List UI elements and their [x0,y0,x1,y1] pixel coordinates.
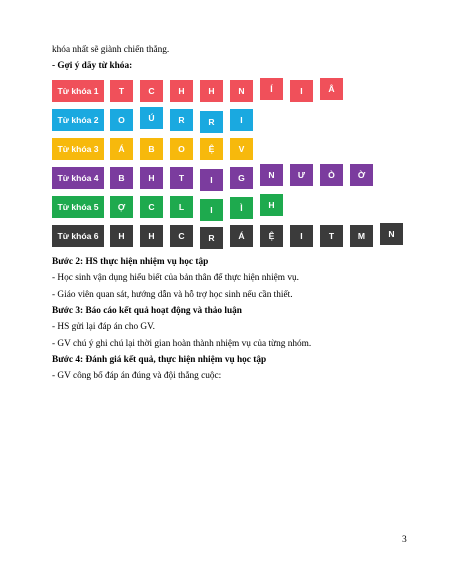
letter-tile: T [170,167,193,189]
letter-tile: Ò [320,164,343,186]
letter-tile: I [230,109,253,131]
letter-tile: T [320,225,343,247]
intro-line: khóa nhất sẽ giành chiến thắng. [52,45,170,55]
letter-tile: I [200,169,223,191]
letter-tile: M [350,225,373,247]
letter-tile: T [110,80,133,102]
letter-tile: O [170,138,193,160]
letter-tile: H [170,80,193,102]
letter-tile: I [290,225,313,247]
step3-line-1: - HS gửi lại đáp án cho GV. [52,322,155,332]
letter-tile: B [140,138,163,160]
letter-tile: Á [230,225,253,247]
letter-tile: Ờ [350,164,373,186]
step3-heading: Bước 3: Báo cáo kết quả hoạt động và thảo luận [52,306,242,316]
keyword-label: Từ khóa 5 [52,196,104,218]
step3-line-2: - GV chú ý ghi chú lại thời gian hoàn thành nhiệm vụ của từng nhóm. [52,339,312,349]
step4-line-1: - GV công bố đáp án đúng và đội thắng cuộc: [52,371,222,381]
step2-line-2: - Giáo viên quan sát, hướng dẫn và hỗ trợ học sinh nếu cần thiết. [52,290,293,300]
letter-tile: R [200,227,223,249]
letter-tile: H [140,225,163,247]
step2-line-1: - Học sinh vận dụng hiểu biết của bản thân để thực hiện nhiệm vụ. [52,273,299,283]
letter-tile: V [230,138,253,160]
page-number: 3 [402,535,407,545]
hint-heading: - Gợi ý dãy từ khóa: [52,61,133,71]
keyword-label: Từ khóa 6 [52,225,104,247]
letter-tile: Ư [290,164,313,186]
letter-tile: C [140,80,163,102]
letter-tile: I [200,199,223,221]
letter-tile: H [140,167,163,189]
letter-tile: C [140,196,163,218]
keyword-label: Từ khóa 4 [52,167,104,189]
letter-tile: G [230,167,253,189]
letter-tile: I [290,80,313,102]
letter-tile: H [110,225,133,247]
letter-tile: H [200,80,223,102]
step2-heading: Bước 2: HS thực hiện nhiệm vụ học tập [52,257,209,267]
letter-tile: Ệ [260,225,283,247]
keyword-label: Từ khóa 2 [52,109,104,131]
letter-tile: Á [110,138,133,160]
letter-tile: C [170,225,193,247]
letter-tile: R [200,111,223,133]
letter-tile: N [260,164,283,186]
letter-tile: L [170,196,193,218]
keyword-label: Từ khóa 1 [52,80,104,102]
letter-tile: B [110,167,133,189]
letter-tile: H [260,194,283,216]
letter-tile: N [230,80,253,102]
letter-tile: Ệ [200,138,223,160]
letter-tile: Â [320,78,343,100]
letter-tile: R [170,109,193,131]
letter-tile: Ì [230,197,253,219]
keyword-label: Từ khóa 3 [52,138,104,160]
step4-heading: Bước 4: Đánh giá kết quả, thực hiện nhiệm vụ học tập [52,355,267,365]
letter-tile: N [380,223,403,245]
letter-tile: Í [260,78,283,100]
letter-tile: Ú [140,107,163,129]
letter-tile: Ợ [110,196,133,218]
letter-tile: O [110,109,133,131]
